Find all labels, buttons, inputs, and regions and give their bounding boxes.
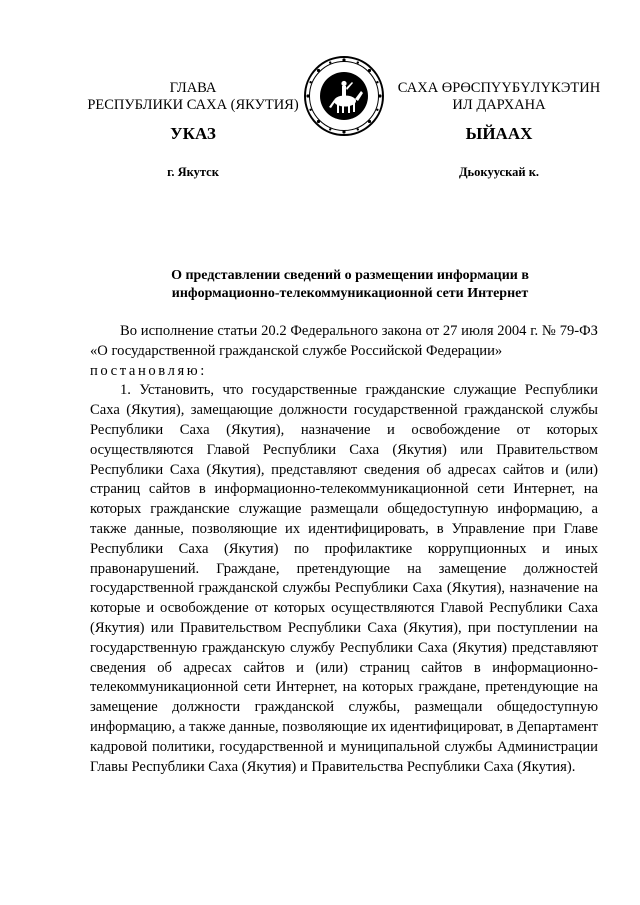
document-title-line1: О представлении сведений о размещении информации в [171, 268, 529, 283]
document-title [90, 267, 610, 303]
issuer-ru-line2: РЕСПУБЛИКИ САХА (ЯКУТИЯ) [87, 97, 299, 113]
item-1-paragraph: 1. Установить, что государственные гражданские служащие Республики Саха (Якутия), замещающие должности государственной гражданской службы Республики Саха (Якутия), назначение и освобождение от которых осуществляются Главой Республики Саха (Якутия) или Правительством Республики Саха (Якутия), представляют сведения об адресах сайтов и (или) страниц сайтов в информационно-телекоммуникационной сети Интернет, на которых гражданские служащие размещали общедоступную информацию, а также данные, позволяющие их идентифицировать, в Управление при Главе Республики Саха (Якутия) по профилактике коррупционных и иных правонарушений. Граждане, претендующие на замещение должностей государственной гражданской службы Республики Саха (Якутия), назначение на которые и освобождение от которых осуществляются Главой Республики Саха (Якутия) или Правительством Республики Саха (Якутия), при поступлении на государственную гражданскую службу Республики Саха (Якутия) представляют сведения об адресах сайтов и (или) страниц сайтов в информационно-телекоммуникационной сети Интернет, на которых граждане, претендующие на замещение должности гражданской службы, размещали общедоступную информацию, а также данные, позволяющие их идентифицироват, в Департамент кадровой политики, государственной и муниципальной службы Администрации Главы Республики Саха (Якутия) и Правительства Республики Саха (Якутия). [90, 382, 598, 775]
document-title-line2: информационно-телекоммуникационной сети Интернет [171, 286, 529, 301]
issuer-ru [80, 80, 306, 114]
issuer-ru-line1: ГЛАВА [169, 80, 217, 96]
issuer-sah-line1: САХА ӨРӨСПҮҮБҮЛҮКЭТИН [397, 80, 601, 96]
document-body [90, 322, 598, 777]
intro-paragraph [90, 322, 598, 362]
decree-title-ru: УКАЗ [170, 124, 216, 143]
city-ru: г. Якутск [167, 165, 219, 179]
issuer-sah [386, 80, 612, 114]
decree-verb: постановляю: [90, 362, 207, 379]
issuer-sah-line2: ИЛ ДАРХАНА [452, 97, 546, 113]
decree-verb-paragraph [90, 362, 598, 382]
decree-title-sah: ЫЙААХ [465, 124, 533, 143]
city-sah: Дьокуускай к. [458, 165, 540, 179]
coat-of-arms-icon [303, 55, 385, 137]
intro-text: Во исполнение статьи 20.2 Федерального закона от 27 июля 2004 г. № 79-ФЗ «О государственной гражданской службе Российской Федерации» [90, 323, 598, 359]
